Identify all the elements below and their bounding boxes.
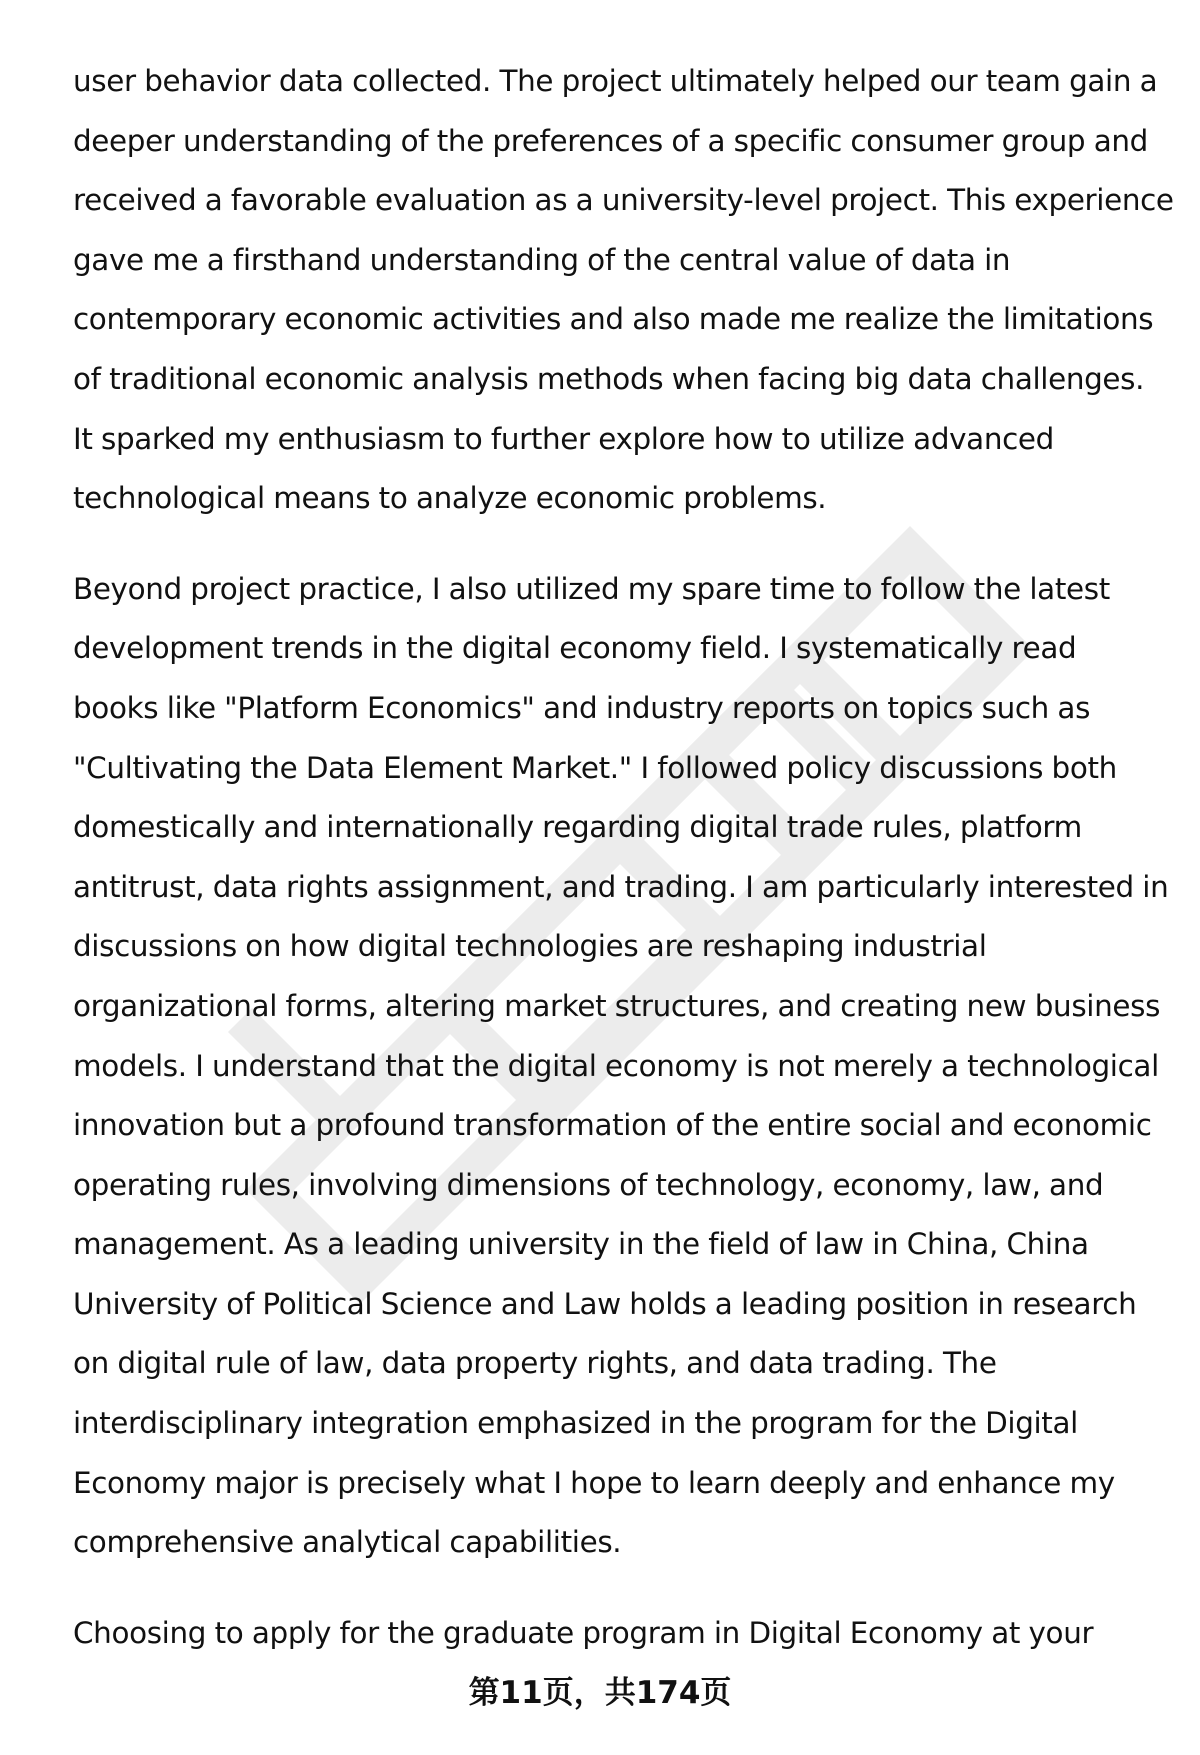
text-line: technological means to analyze economic problems.: [73, 481, 827, 516]
text-line: of traditional economic analysis methods when facing big data challenges.: [73, 361, 1145, 396]
text-line: organizational forms, altering market structures, and creating new business: [73, 988, 1161, 1023]
text-line: Economy major is precisely what I hope to learn deeply and enhance my: [73, 1465, 1115, 1500]
text-line: antitrust, data rights assignment, and trading. I am particularly interested in: [73, 869, 1169, 904]
text-line: Beyond project practice, I also utilized my spare time to follow the latest: [73, 571, 1110, 606]
document-body: [73, 52, 1174, 1663]
text-line: It sparked my enthusiasm to further explore how to utilize advanced: [73, 421, 1054, 456]
text-line: deeper understanding of the preferences of a specific consumer group and: [73, 123, 1148, 158]
text-line: user behavior data collected. The project ultimately helped our team gain a: [73, 64, 1158, 98]
text-line: on digital rule of law, data property rights, and data trading. The: [73, 1346, 997, 1381]
paragraph-2: [73, 560, 1169, 1573]
text-line: University of Political Science and Law holds a leading position in research: [73, 1286, 1137, 1321]
text-line: comprehensive analytical capabilities.: [73, 1525, 622, 1560]
text-line: Choosing to apply for the graduate program in Digital Economy at your: [73, 1615, 1094, 1650]
text-line: innovation but a profound transformation of the entire social and economic: [73, 1108, 1152, 1143]
text-line: contemporary economic activities and also made me realize the limitations: [73, 302, 1154, 337]
text-line: domestically and internationally regarding digital trade rules, platform: [73, 810, 1082, 845]
text-line: books like "Platform Economics" and industry reports on topics such as: [73, 690, 1091, 725]
text-line: received a favorable evaluation as a university-level project. This experience: [73, 183, 1174, 218]
paragraph-1: [73, 52, 1174, 529]
text-line: "Cultivating the Data Element Market." I followed policy discussions both: [73, 750, 1117, 785]
text-line: interdisciplinary integration emphasized in the program for the Digital: [73, 1406, 1078, 1441]
text-line: discussions on how digital technologies are reshaping industrial: [73, 929, 987, 964]
text-line: development trends in the digital economy field. I systematically read: [73, 631, 1077, 666]
text-line: gave me a firsthand understanding of the central value of data in: [73, 242, 1011, 277]
text-line: management. As a leading university in the field of law in China, China: [73, 1227, 1089, 1262]
text-line: operating rules, involving dimensions of technology, economy, law, and: [73, 1167, 1104, 1202]
page-number: 第11页，共174页: [468, 1675, 732, 1711]
text-line: models. I understand that the digital economy is not merely a technological: [73, 1048, 1159, 1083]
paragraph-3: [73, 1604, 1163, 1664]
